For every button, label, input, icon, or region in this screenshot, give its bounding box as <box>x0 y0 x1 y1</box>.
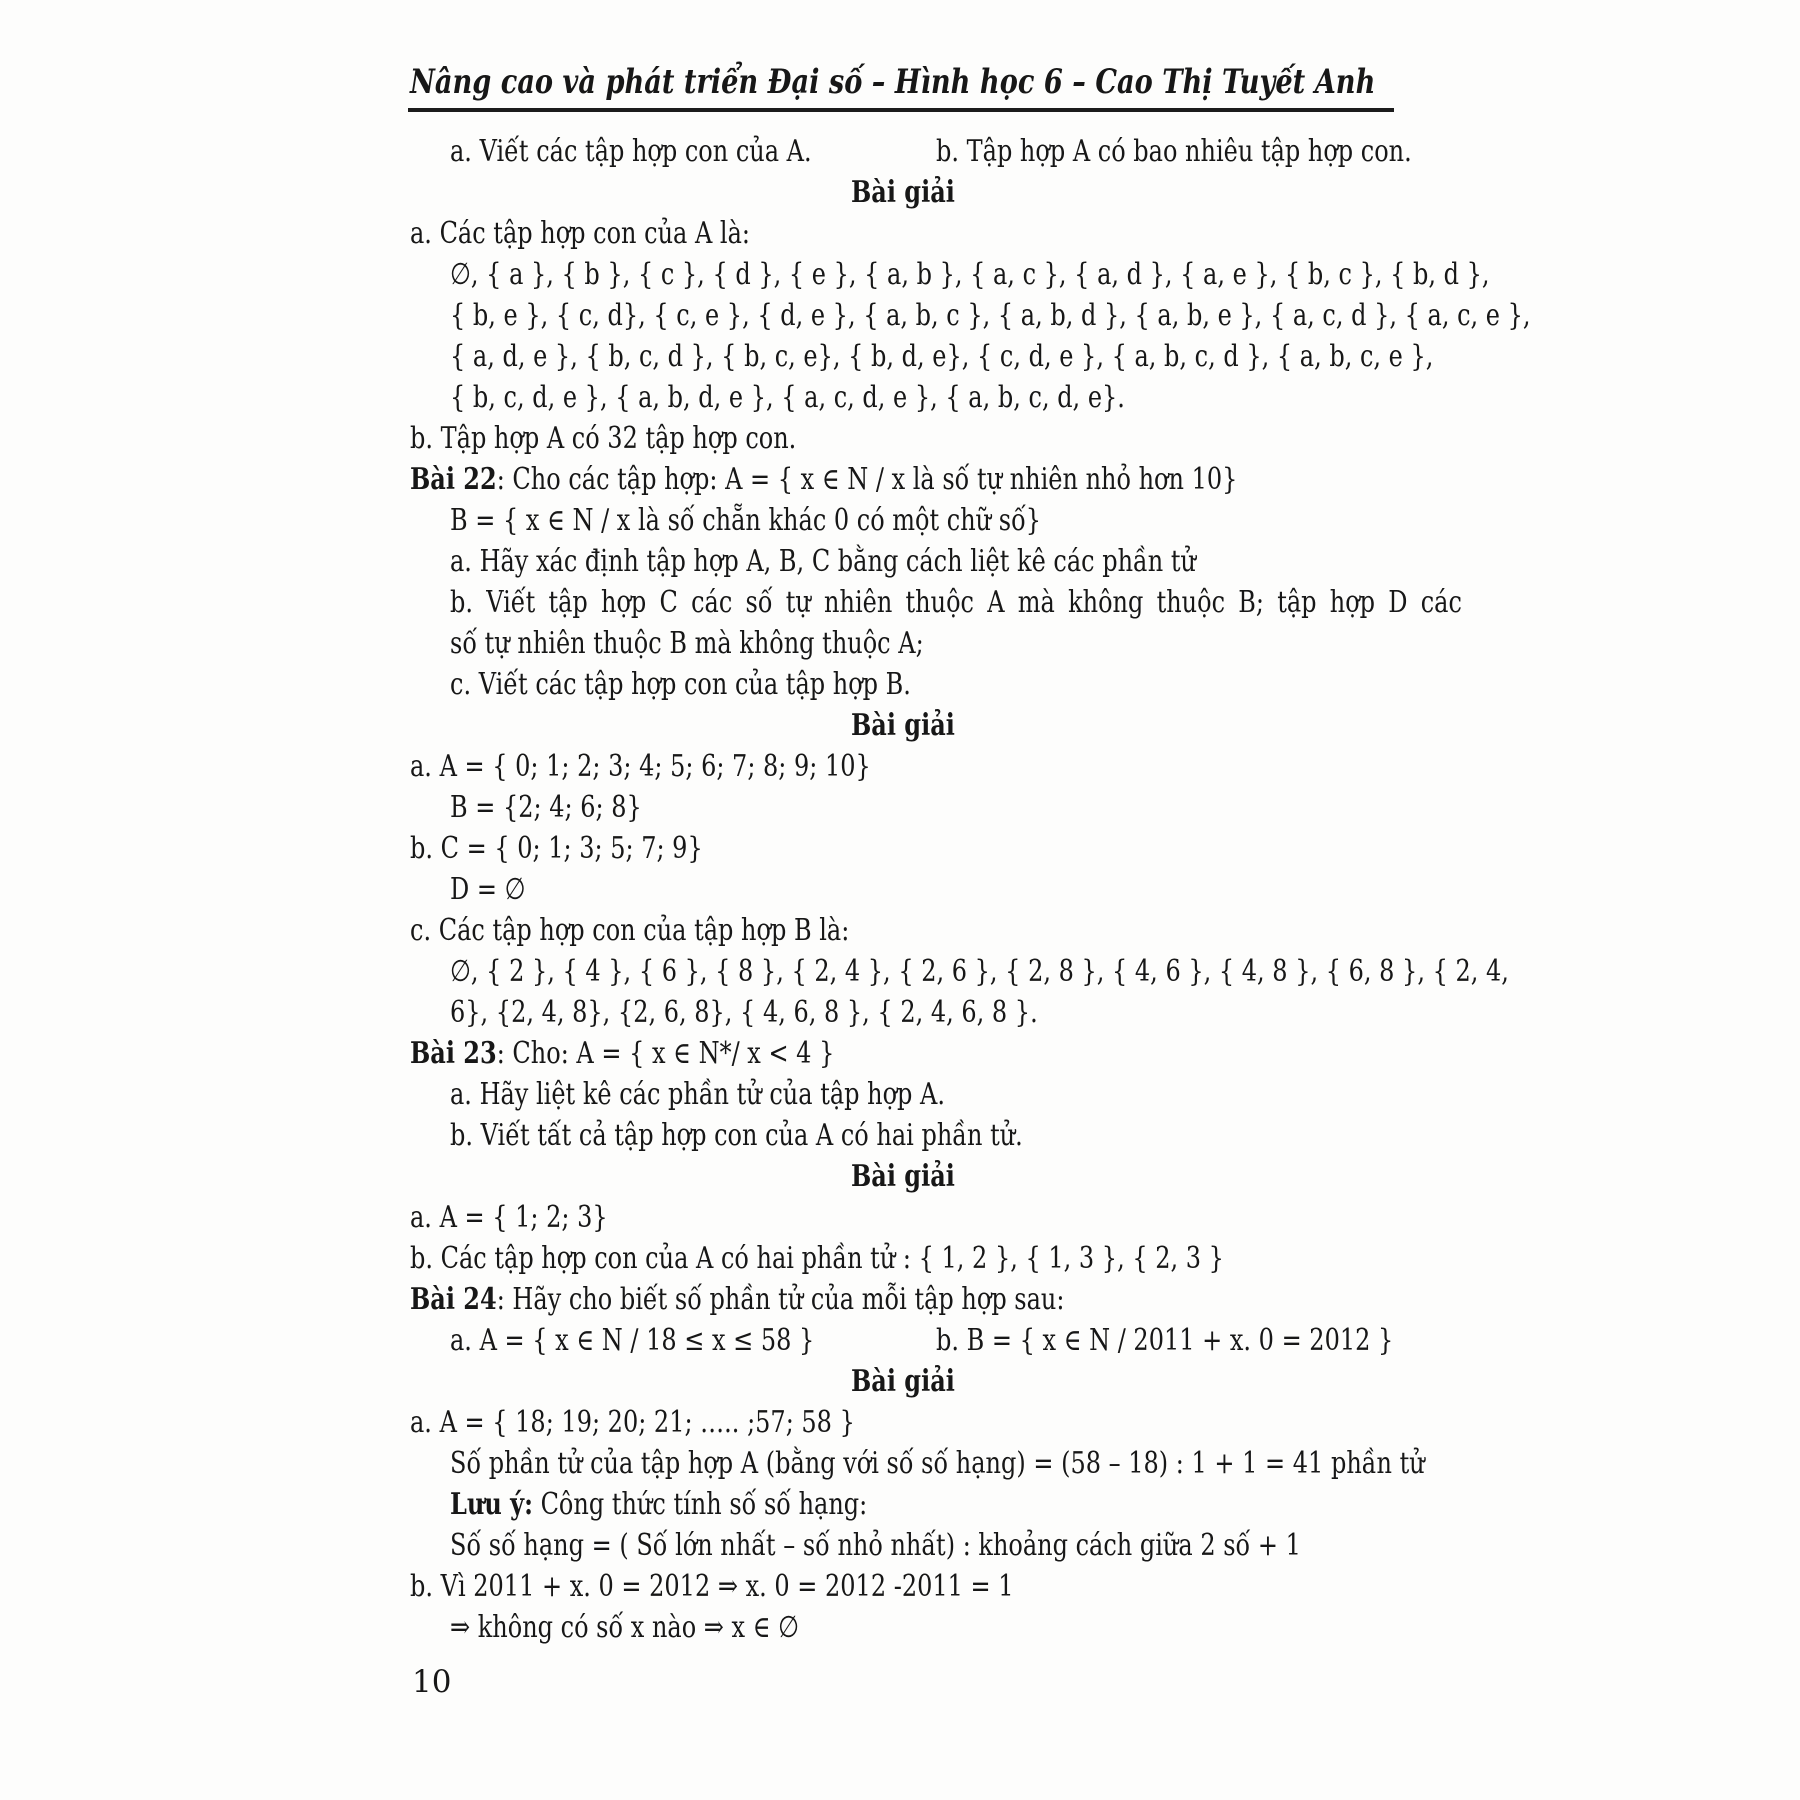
text-line <box>410 1484 1396 1525</box>
text-run: c. Viết các tập hợp con của tập hợp B. <box>450 667 911 702</box>
text-run: a. A = { 18; 19; 20; 21; ….. ;57; 58 } <box>410 1405 855 1440</box>
bold-label: Bài giải <box>851 708 955 743</box>
text-line <box>410 1115 1396 1156</box>
text-run: a. Các tập hợp con của A là: <box>410 216 750 251</box>
text-run: a. Hãy xác định tập hợp A, B, C bằng cách liệt kê các phần tử <box>450 544 1196 579</box>
text-run: D = ∅ <box>450 872 526 907</box>
page-header-title-text: Nâng cao và phát triển Đại số – Hình học 6 – Cao Thị Tuyết Anh <box>410 62 1376 102</box>
header-divider <box>408 108 1394 112</box>
text-line <box>410 295 1531 336</box>
bold-label: Bài giải <box>851 1364 955 1399</box>
text-run: số tự nhiên thuộc B mà không thuộc A; <box>450 626 924 661</box>
bold-label: Bài giải <box>851 1159 955 1194</box>
text-line <box>410 664 1396 705</box>
text-line <box>410 1238 1396 1279</box>
text-run: b. Viết tất cả tập hợp con của A có hai phần tử. <box>450 1118 1023 1153</box>
text-line <box>410 910 1396 951</box>
text-line <box>410 1361 1396 1402</box>
text-line <box>410 787 1396 828</box>
text-line <box>410 541 1396 582</box>
text-run: b. Tập hợp A có 32 tập hợp con. <box>410 421 797 456</box>
text-run: B = {2; 4; 6; 8} <box>450 790 642 825</box>
text-run: b. B = { x ∈ N / 2011 + x. 0 = 2012 } <box>936 1323 1394 1358</box>
text-line <box>410 131 1412 172</box>
text-run <box>851 1156 955 1197</box>
text-run: b. Các tập hợp con của A có hai phần tử : { 1, 2 }, { 1, 3 }, { 2, 3 } <box>410 1241 1224 1276</box>
text-run: Bài 23: Cho: A = { x ∈ N*/ x < 4 } <box>410 1036 835 1071</box>
bold-label: Bài 23 <box>410 1036 497 1071</box>
text-line <box>410 992 1396 1033</box>
bold-label: Bài 24 <box>410 1282 497 1317</box>
text-run <box>851 1361 955 1402</box>
text-line <box>410 869 1396 910</box>
text-run <box>851 172 955 213</box>
text-line <box>410 254 1490 295</box>
text-run: a. A = { 1; 2; 3} <box>410 1200 608 1235</box>
text-line <box>410 418 1396 459</box>
text-line <box>410 828 1396 869</box>
text-run <box>851 705 955 746</box>
text-line <box>410 1033 1396 1074</box>
text-run: ⇒ không có số x nào ⇒ x ∈ ∅ <box>450 1610 799 1645</box>
text-run: Lưu ý: Công thức tính số số hạng: <box>450 1487 868 1522</box>
text-run: Bài 24: Hãy cho biết số phần tử của mỗi tập hợp sau: <box>410 1282 1065 1317</box>
text-run: b. Tập hợp A có bao nhiêu tập hợp con. <box>936 134 1412 169</box>
text-line <box>410 1525 1396 1566</box>
text-line <box>410 459 1396 500</box>
text-run: 6}, {2, 4, 8}, {2, 6, 8}, { 4, 6, 8 }, { 2, 4, 6, 8 }. <box>450 995 1038 1030</box>
text-run: ∅, { 2 }, { 4 }, { 6 }, { 8 }, { 2, 4 }, { 2, 6 }, { 2, 8 }, { 4, 6 }, { 4, 8 }, { 6, 8 }, { 2, 4, <box>450 954 1509 989</box>
text-run: B = { x ∈ N / x là số chẵn khác 0 có một chữ số} <box>450 503 1042 538</box>
page-header-title <box>410 62 1394 102</box>
bold-label: Bài giải <box>851 175 955 210</box>
text-run: b. C = { 0; 1; 3; 5; 7; 9} <box>410 831 703 866</box>
text-line <box>410 1156 1396 1197</box>
text-line <box>410 336 1434 377</box>
text-line <box>410 377 1396 418</box>
text-run: b. Vì 2011 + x. 0 = 2012 ⇒ x. 0 = 2012 -2011 = 1 <box>410 1569 1014 1604</box>
text-line <box>410 500 1396 541</box>
text-line <box>410 623 1396 664</box>
bold-label: Bài 22 <box>410 462 497 497</box>
text-run: a. Hãy liệt kê các phần tử của tập hợp A. <box>450 1077 945 1112</box>
text-run: Bài 22: Cho các tập hợp: A = { x ∈ N / x là số tự nhiên nhỏ hơn 10} <box>410 462 1238 497</box>
text-line <box>410 1279 1396 1320</box>
text-run: { b, c, d, e }, { a, b, d, e }, { a, c, d, e }, { a, b, c, d, e}. <box>450 380 1125 415</box>
text-run: ∅, { a }, { b }, { c }, { d }, { e }, { a, b }, { a, c }, { a, d }, { a, e }, { b, c }, { b, d }, <box>450 257 1490 292</box>
text-line <box>410 1566 1396 1607</box>
text-line <box>410 1320 1396 1361</box>
text-run: { a, d, e }, { b, c, d }, { b, c, e}, { b, d, e}, { c, d, e }, { a, b, c, d }, { a, b, c, e }, <box>450 339 1434 374</box>
text-line <box>410 172 1396 213</box>
document-body <box>410 131 1531 1648</box>
text-run: Số phần tử của tập hợp A (bằng với số số hạng) = (58 – 18) : 1 + 1 = 41 phần tử <box>450 1446 1425 1481</box>
text-run: b. Viết tập hợp C các số tự nhiên thuộc A mà không thuộc B; tập hợp D các <box>450 585 1462 620</box>
text-line <box>410 1402 1396 1443</box>
text-line <box>410 1197 1396 1238</box>
text-line <box>410 1074 1396 1115</box>
text-line <box>410 582 1462 623</box>
text-run: a. A = { x ∈ N / 18 ≤ x ≤ 58 } <box>450 1323 815 1358</box>
text-line <box>410 213 1396 254</box>
page-number: 10 <box>412 1664 452 1700</box>
text-line <box>410 1443 1425 1484</box>
text-line <box>410 746 1396 787</box>
text-run: a. A = { 0; 1; 2; 3; 4; 5; 6; 7; 8; 9; 10} <box>410 749 871 784</box>
text-line <box>410 705 1396 746</box>
text-run: { b, e }, { c, d}, { c, e }, { d, e }, { a, b, c }, { a, b, d }, { a, b, e }, { a, c, d }, { a, c, e }, <box>450 298 1531 333</box>
text-run: c. Các tập hợp con của tập hợp B là: <box>410 913 850 948</box>
text-run: Số số hạng = ( Số lớn nhất – số nhỏ nhất) : khoảng cách giữa 2 số + 1 <box>450 1528 1301 1563</box>
text-run: a. Viết các tập hợp con của A. <box>450 134 812 169</box>
text-line <box>410 1607 1396 1648</box>
text-line <box>410 951 1509 992</box>
bold-label: Lưu ý: <box>450 1487 533 1522</box>
